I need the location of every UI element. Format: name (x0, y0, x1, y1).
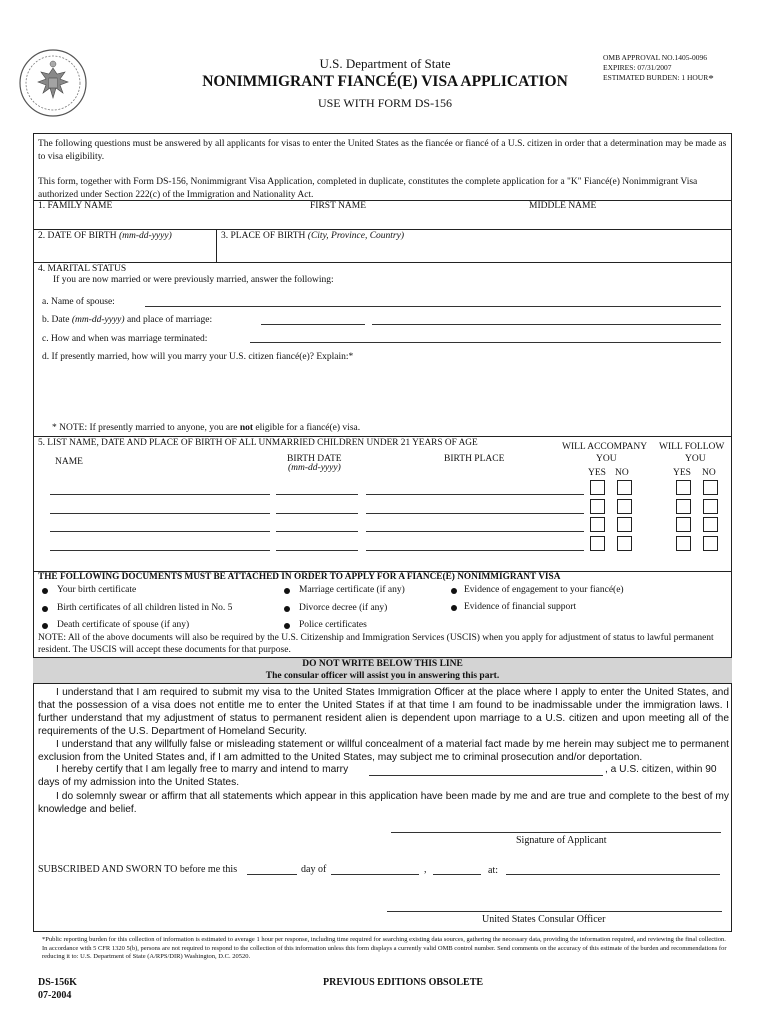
first-name-field[interactable] (308, 212, 524, 228)
previous-editions-obsolete: PREVIOUS EDITIONS OBSOLETE (323, 977, 484, 988)
declaration-p2-text: I understand that any willfully false or misleading statement or willful concealment of a material fact made by me herein may subject me to permanent exclusion from the United States and, if I am admitted to the United States, may subject me to criminal prosecution and/or deportation. (38, 739, 729, 763)
child-dob-field[interactable] (276, 531, 358, 532)
declaration-p3-pre: I hereby certify that I am legally free to marry and intend to marry (56, 764, 349, 775)
documents-heading: THE FOLLOWING DOCUMENTS MUST BE ATTACHED IN ORDER TO APPLY FOR A FIANCE(E) NONIMMIGRANT VISA (38, 572, 561, 582)
burden-statement: *Public reporting burden for this collection of information is estimated to average 1 hour per response, including time required for searching existing data sources, gathering the necessary data, providing the information required, and reviewing the final collection. In accordance with 5 CFR 1320 5(b), persons are not required to respond to the collection of this information unless this form displays a currently valid OMB control number. Send comments on the accuracy of this estimate of the burden and recommendations for reducing it to: U.S. Department of State (A/RPS/DIR) Washington, D.C. 20520. (42, 936, 727, 961)
follow-header-2: YOU (685, 454, 706, 464)
child-accompany-yes-checkbox[interactable] (590, 517, 605, 532)
child-name-field[interactable] (50, 513, 270, 514)
sworn-day-field[interactable] (247, 874, 297, 875)
marital-note-post: eligible for a fiancé(e) visa. (253, 423, 361, 433)
child-accompany-no-checkbox[interactable] (617, 480, 632, 495)
middle-name-label: MIDDLE NAME (529, 201, 597, 211)
at-label: at: (488, 865, 498, 876)
child-dob-field[interactable] (276, 513, 358, 514)
follow-header-1: WILL FOLLOW (659, 442, 725, 452)
doc-marriage-certificate: Marriage certificate (if any) (299, 585, 405, 595)
accompany-header-2: YOU (596, 454, 617, 464)
dob-label-text: 2. DATE OF BIRTH (38, 231, 117, 241)
applicant-signature-label: Signature of Applicant (516, 835, 607, 846)
marital-note (52, 423, 360, 433)
declaration-p4-text: I do solemnly swear or affirm that all statements which appear in this application have been made by me and are true and complete to the best of my knowledge and belief. (38, 791, 729, 815)
doc-children-birth-certificates: Birth certificates of all children listed in No. 5 (57, 603, 233, 613)
dob-label (38, 231, 172, 241)
child-name-field[interactable] (50, 494, 270, 495)
follow-yes-header: YES (673, 468, 691, 478)
doc-birth-certificate: Your birth certificate (57, 585, 137, 595)
sworn-comma: , (424, 864, 427, 875)
documents-note: NOTE: All of the above documents will also be required by the U.S. Citizenship and Immigration Services (USCIS) when you apply for adjustment of status to lawful permanent resident. The USCIS will accept these documents for that purpose. (38, 633, 714, 655)
spouse-name-label: a. Name of spouse: (42, 297, 115, 307)
declaration-p3-line2: days of my admission into the United States. (38, 777, 240, 788)
pob-format: (City, Province, Country) (307, 231, 405, 241)
family-name-label: 1. FAMILY NAME (38, 201, 113, 211)
child-accompany-yes-checkbox[interactable] (590, 499, 605, 514)
child-dob-field[interactable] (276, 494, 358, 495)
col-place-header: BIRTH PLACE (444, 454, 505, 464)
form-revision-date: 07-2004 (38, 990, 72, 1001)
dob-field[interactable] (36, 243, 214, 260)
children-heading: 5. LIST NAME, DATE AND PLACE OF BIRTH OF ALL UNMARRIED CHILDREN UNDER 21 YEARS OF AGE (38, 438, 478, 448)
consular-officer-label: United States Consular Officer (482, 914, 606, 925)
form-subtitle: USE WITH FORM DS-156 (317, 96, 453, 110)
child-birthplace-field[interactable] (366, 550, 584, 551)
child-accompany-no-checkbox[interactable] (617, 517, 632, 532)
child-follow-yes-checkbox[interactable] (676, 536, 691, 551)
doc-divorce-decree: Divorce decree (if any) (299, 603, 388, 613)
child-accompany-no-checkbox[interactable] (617, 499, 632, 514)
accompany-yes-header: YES (588, 468, 606, 478)
doc-financial-support: Evidence of financial support (464, 602, 577, 612)
child-follow-no-checkbox[interactable] (703, 536, 718, 551)
child-name-field[interactable] (50, 550, 270, 551)
declaration-p1-text: I understand that I am required to submit my visa to the United States Immigration Officer at the place where I apply to enter the United States, and that the possession of a visa does not entitle me to enter the United States if at that time I am found to be inadmissable under the immigration laws. I further understand that my adjustment of status to permanent resident alien is dependent upon marriage to a U.S. citizen and upon meeting all of the requirements of the U.S. Department of Homeland Security. (38, 687, 729, 737)
intro-paragraph-1: The following questions must be answered by all applicants for visas to enter the United States as the fiancée or fiancé of a U.S. citizen in order that a determination may be made as to visa eligibility. (38, 139, 727, 162)
form-number: DS-156K (38, 977, 77, 988)
child-follow-yes-checkbox[interactable] (676, 480, 691, 495)
child-follow-no-checkbox[interactable] (703, 499, 718, 514)
do-not-write-line: DO NOT WRITE BELOW THIS LINE (302, 659, 463, 669)
sworn-location-field[interactable] (506, 874, 720, 875)
marriage-terminated-field[interactable] (250, 342, 721, 343)
consular-assist-line: The consular officer will assist you in answering this part. (265, 671, 500, 681)
marriage-date-format: (mm-dd-yyyy) (71, 315, 125, 325)
fiance-name-field[interactable] (369, 775, 603, 776)
follow-no-header: NO (702, 468, 716, 478)
burden-text: ESTIMATED BURDEN: 1 HOUR (603, 73, 709, 82)
dob-format: (mm-dd-yyyy) (118, 231, 172, 241)
col-name-header: NAME (55, 457, 83, 467)
child-birthplace-field[interactable] (366, 513, 584, 514)
child-follow-yes-checkbox[interactable] (676, 499, 691, 514)
marriage-terminated-label: c. How and when was marriage terminated: (42, 334, 208, 344)
marriage-date-field[interactable] (261, 324, 365, 325)
marital-note-bold: not (239, 423, 254, 433)
marital-instructions: If you are now married or were previously married, answer the following: (53, 275, 334, 285)
accompany-no-header: NO (615, 468, 629, 478)
child-follow-no-checkbox[interactable] (703, 517, 718, 532)
marriage-date-label (42, 315, 212, 325)
marry-explain-field[interactable] (42, 364, 727, 418)
child-follow-no-checkbox[interactable] (703, 480, 718, 495)
consular-officer-signature-field[interactable] (387, 911, 722, 912)
form-title: NONIMMIGRANT FIANCÉ(E) VISA APPLICATION (202, 73, 568, 90)
middle-name-field[interactable] (527, 212, 729, 228)
intro-paragraph-2: This form, together with Form DS-156, Nonimmigrant Visa Application, completed in duplicate, constitutes the complete application for a "K" Fiancé(e) Nonimmigrant Visa authorized under Section 222(c) of the Immigration and Nationality Act. (38, 177, 698, 200)
sworn-label: SUBSCRIBED AND SWORN TO before me this (38, 864, 238, 875)
col-dob-header: BIRTH DATE (287, 454, 342, 464)
burden-star: * (708, 73, 714, 85)
marital-status-heading: 4. MARITAL STATUS (38, 264, 127, 274)
declaration-paragraph-4 (38, 790, 729, 816)
declaration-p3-post: , a U.S. citizen, within 90 (605, 764, 717, 775)
child-accompany-yes-checkbox[interactable] (590, 536, 605, 551)
pob-label (221, 231, 404, 241)
omb-burden (603, 73, 714, 85)
department-name: U.S. Department of State (319, 56, 451, 71)
applicant-signature-field[interactable] (391, 832, 721, 833)
pob-label-text: 3. PLACE OF BIRTH (221, 231, 306, 241)
doc-police-certificates: Police certificates (299, 620, 367, 630)
spouse-name-field[interactable] (145, 306, 721, 307)
sworn-month-field[interactable] (331, 874, 419, 875)
child-accompany-yes-checkbox[interactable] (590, 480, 605, 495)
doc-evidence-engagement: Evidence of engagement to your fiancé(e) (464, 585, 624, 595)
sworn-year-field[interactable] (433, 874, 481, 875)
child-name-field[interactable] (50, 531, 270, 532)
declaration-paragraph-1 (38, 686, 729, 738)
day-of-label: day of (301, 864, 327, 875)
child-birthplace-field[interactable] (366, 531, 584, 532)
child-birthplace-field[interactable] (366, 494, 584, 495)
accompany-header-1: WILL ACCOMPANY (562, 442, 648, 452)
marriage-date-label-post: and place of marriage: (124, 315, 213, 325)
doc-death-certificate: Death certificate of spouse (if any) (57, 620, 190, 630)
marriage-date-label-pre: b. Date (42, 315, 72, 325)
family-name-field[interactable] (36, 212, 306, 228)
child-follow-yes-checkbox[interactable] (676, 517, 691, 532)
omb-expires: EXPIRES: 07/31/2007 (603, 63, 672, 72)
marriage-place-field[interactable] (372, 324, 721, 325)
marry-explain-label: d. If presently married, how will you marry your U.S. citizen fiancé(e)? Explain:* (42, 352, 354, 362)
first-name-label: FIRST NAME (310, 201, 367, 211)
omb-number: OMB APPROVAL NO.1405-0096 (603, 53, 707, 62)
marital-note-pre: * NOTE: If presently married to anyone, you are (52, 423, 240, 433)
child-dob-field[interactable] (276, 550, 358, 551)
child-accompany-no-checkbox[interactable] (617, 536, 632, 551)
declaration-paragraph-2 (38, 738, 729, 764)
col-dob-format: (mm-dd-yyyy) (288, 463, 341, 473)
pob-field[interactable] (219, 243, 729, 260)
